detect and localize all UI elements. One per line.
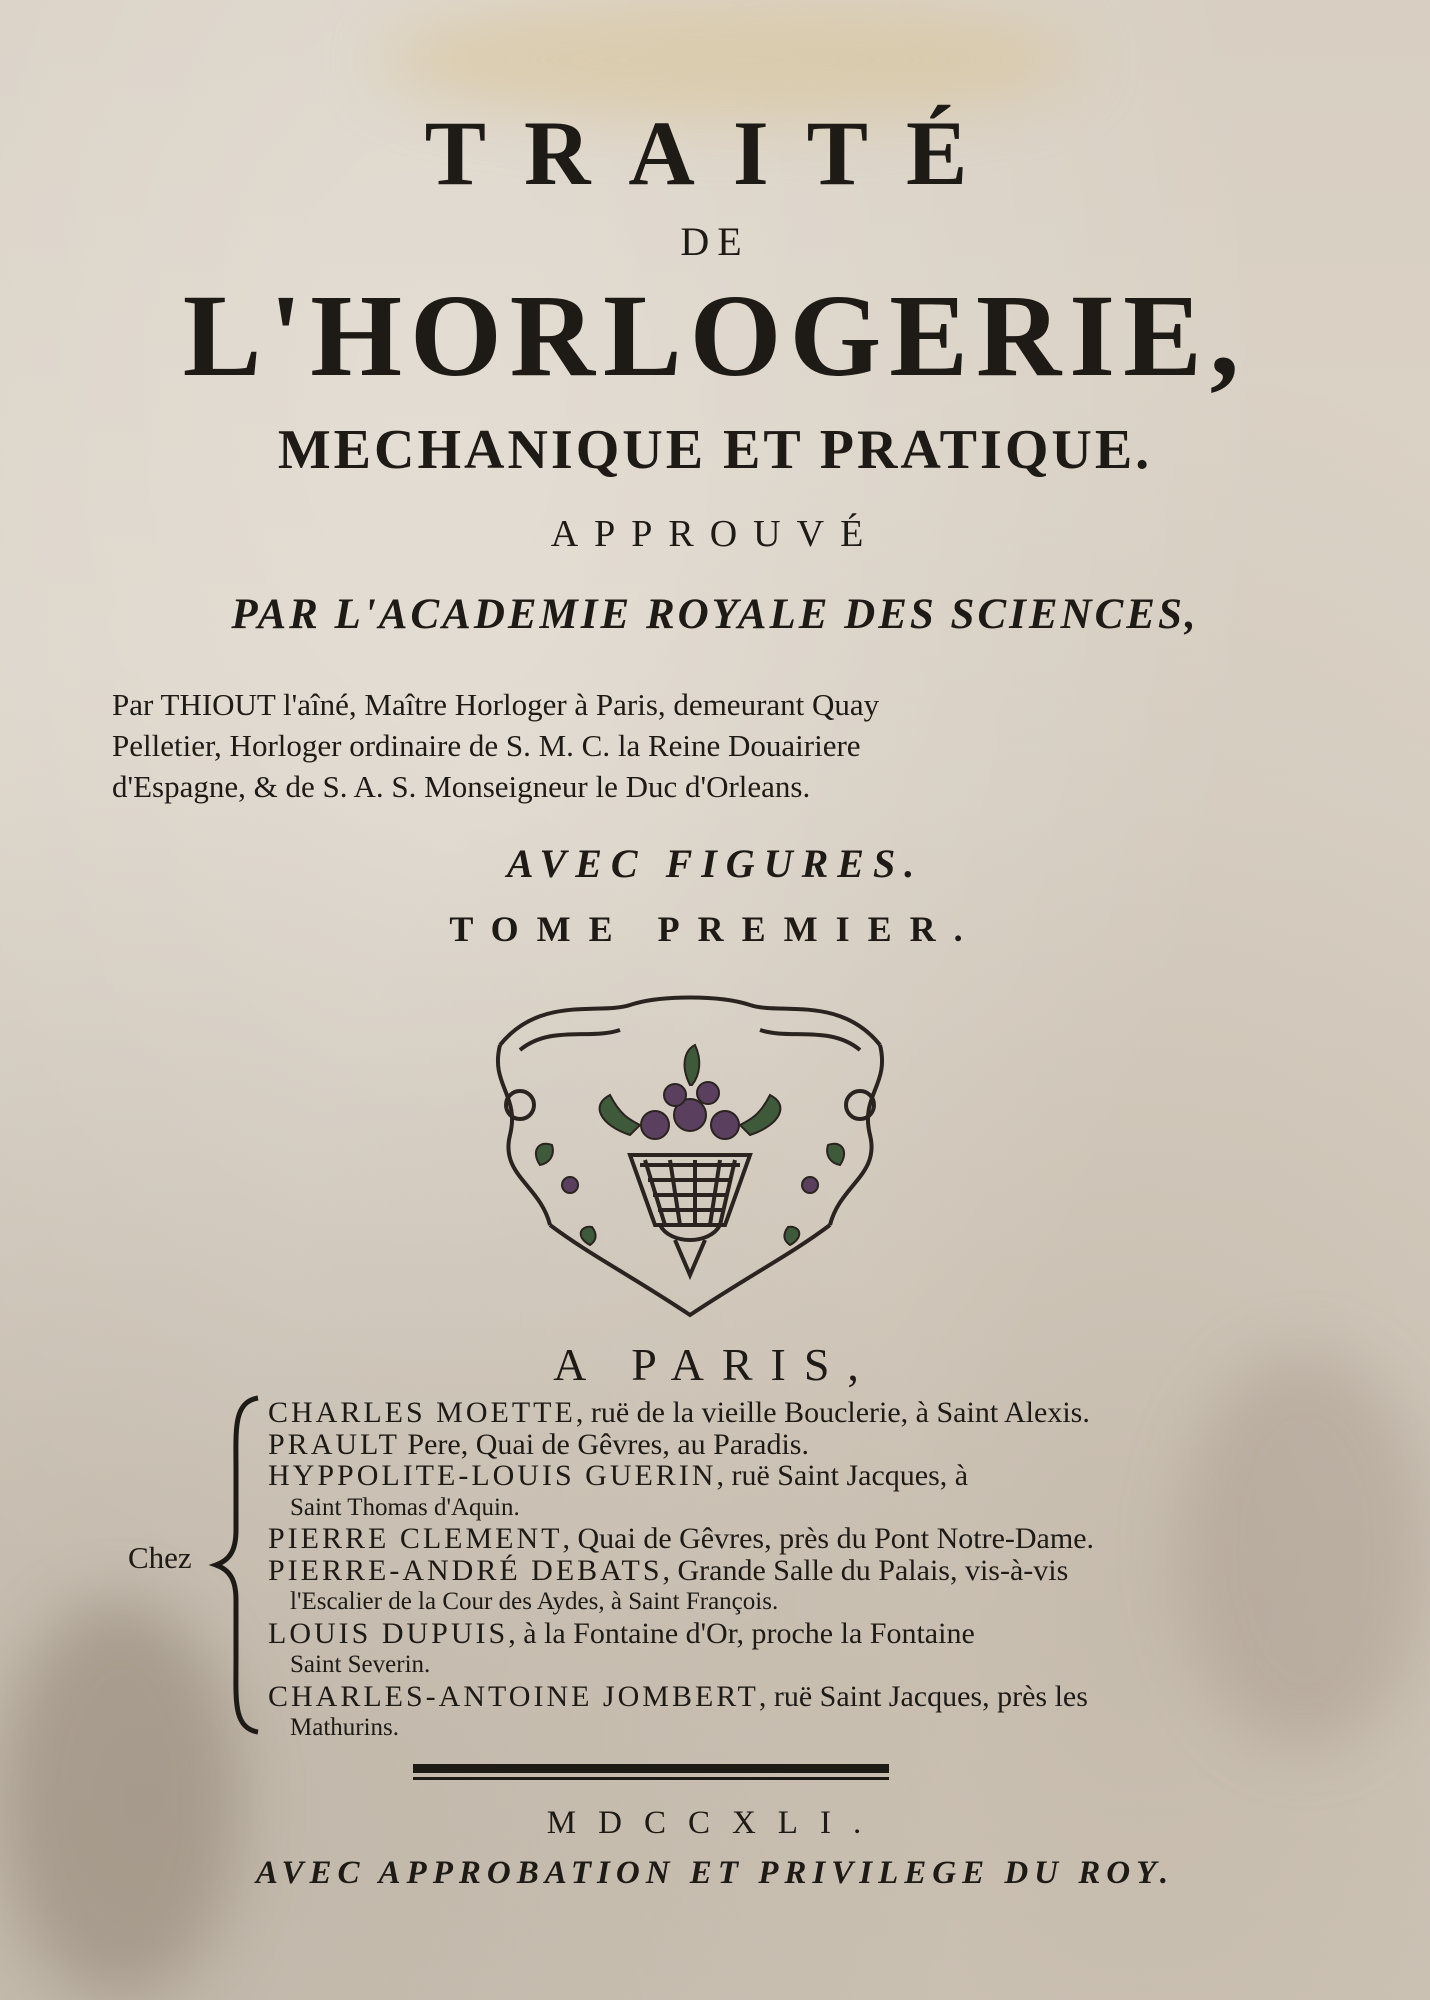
publisher-entry (268, 1555, 1278, 1587)
volume-label: TOME PREMIER. (449, 909, 981, 949)
publisher-entry (268, 1397, 1278, 1429)
publisher-address: , à la Fontaine d'Or, proche la Fontaine (508, 1616, 975, 1650)
publisher-entry (268, 1618, 1278, 1650)
flower-basket-ornament-icon (480, 975, 900, 1325)
academy-line: PAR L'ACADEMIE ROYALE DES SCIENCES, (231, 591, 1199, 638)
publisher-entry-continued (268, 1586, 1278, 1618)
publisher-name: CHARLES MOETTE (268, 1396, 576, 1429)
subtitle-mechanique: MECHANIQUE ET PRATIQUE. (277, 419, 1153, 481)
publisher-entry (268, 1681, 1278, 1713)
publisher-entry-continued (268, 1492, 1278, 1524)
paper-stain (0, 1600, 240, 2000)
publisher-entry (268, 1523, 1278, 1555)
publisher-entry (268, 1429, 1278, 1461)
publisher-list (268, 1397, 1278, 1744)
author-line: Par THIOUT l'aîné, Maître Horloger à Paris, demeurant Quay (112, 687, 880, 722)
publisher-address: Saint Thomas d'Aquin. (290, 1493, 520, 1521)
privilege-line: AVEC APPROBATION ET PRIVILEGE DU ROY. (255, 1855, 1175, 1891)
approved-label: APPROUVÉ (550, 513, 880, 555)
publisher-name: PIERRE-ANDRÉ DEBATS (268, 1553, 663, 1587)
publisher-address: , ruë de la vieille Bouclerie, à Saint Alexis. (575, 1396, 1090, 1429)
title-traite: TRAITÉ (424, 102, 1006, 204)
publisher-entry-continued (268, 1649, 1278, 1681)
publisher-entry-continued (268, 1712, 1278, 1744)
publisher-address: , Grande Salle du Palais, vis-à-vis (662, 1553, 1069, 1587)
publisher-name: LOUIS DUPUIS (268, 1616, 509, 1650)
publisher-address: Pere, Quai de Gêvres, au Paradis. (399, 1427, 809, 1461)
imprint-city: A PARIS, (553, 1339, 877, 1390)
double-rule-divider (413, 1762, 889, 1784)
author-line: d'Espagne, & de S. A. S. Monseigneur le Duc d'Orleans. (112, 769, 811, 804)
title-horlogerie: L'HORLOGERIE, (182, 270, 1248, 401)
author-paragraph (112, 684, 1322, 807)
publisher-address: l'Escalier de la Cour des Aydes, à Saint François. (290, 1588, 779, 1615)
publication-year: MDCCXLI. (546, 1805, 884, 1841)
publisher-address: , ruë Saint Jacques, près les (758, 1679, 1088, 1713)
figures-label: AVEC FIGURES. (506, 841, 924, 886)
title-de: DE (680, 219, 750, 264)
publisher-entry (268, 1460, 1278, 1492)
author-line: Pelletier, Horloger ordinaire de S. M. C. la Reine Douairiere (112, 728, 861, 763)
publisher-name: CHARLES-ANTOINE JOMBERT (268, 1679, 759, 1713)
publisher-name: HYPPOLITE-LOUIS GUERIN (268, 1459, 717, 1492)
publisher-address: Saint Severin. (290, 1651, 431, 1678)
publisher-name: PIERRE CLEMENT (268, 1522, 563, 1555)
curly-brace-icon (208, 1390, 268, 1740)
imprint-chez-label: Chez (128, 1540, 192, 1575)
publisher-name: PRAULT (268, 1427, 400, 1461)
publisher-address: , Quai de Gêvres, près du Pont Notre-Dame. (562, 1522, 1095, 1555)
publisher-address: Mathurins. (290, 1714, 400, 1741)
publisher-address: , ruë Saint Jacques, à (716, 1459, 969, 1492)
